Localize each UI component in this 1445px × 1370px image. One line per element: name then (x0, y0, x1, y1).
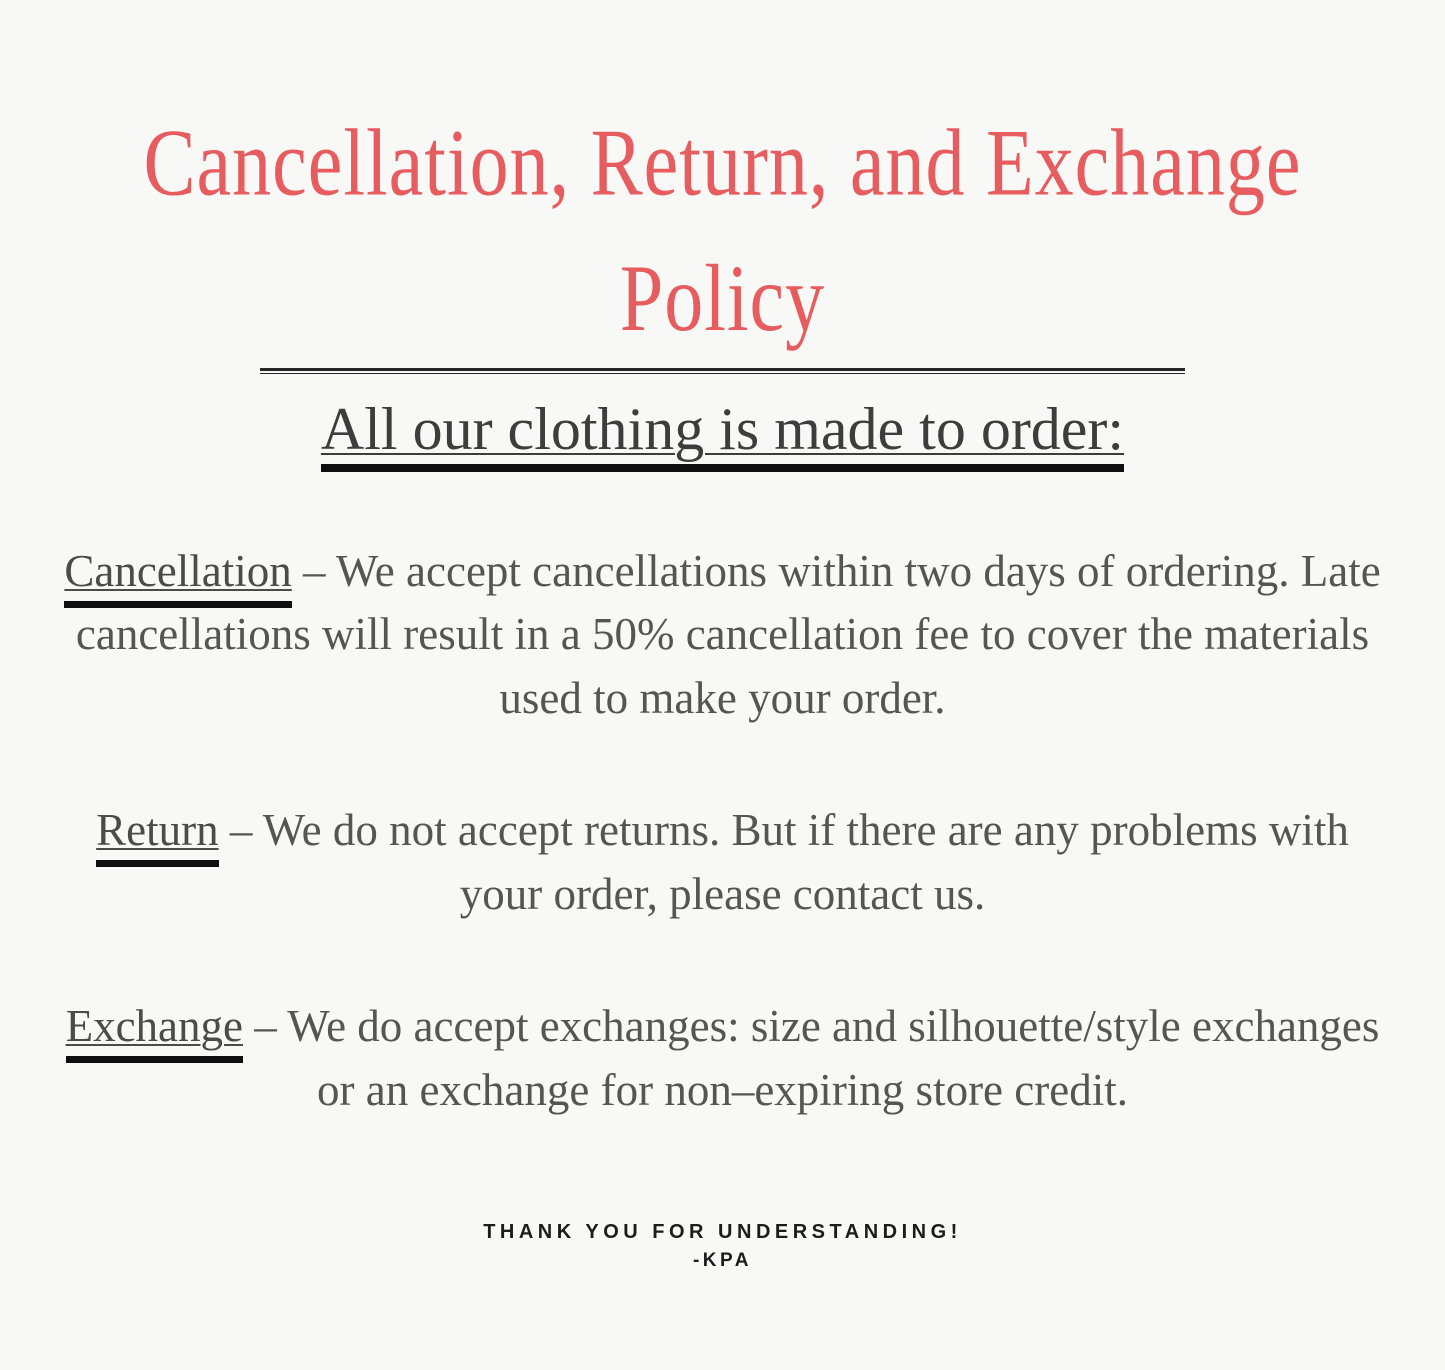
return-text: – We do not accept returns. But if there are any problems with your order, please contact us. (218, 805, 1349, 920)
return-paragraph (55, 799, 1390, 927)
title-divider (260, 368, 1185, 374)
page-title-line-2: Policy (619, 244, 826, 351)
cancellation-term: Cancellation (64, 546, 291, 608)
page-title (93, 96, 1353, 366)
subtitle-text: All our clothing is made to order: (321, 396, 1124, 472)
cancellation-paragraph (55, 540, 1390, 732)
footer-thanks-text: THANK YOU FOR UNDERSTANDING! (483, 1220, 962, 1243)
footer (0, 1221, 1445, 1272)
exchange-text: – We do accept exchanges: size and silhouette/style exchanges or an exchange for non–expiring store credit. (243, 1000, 1380, 1115)
exchange-term: Exchange (66, 1001, 243, 1063)
page-title-line-1: Cancellation, Return, and Exchange (143, 109, 1302, 216)
exchange-paragraph (55, 995, 1390, 1123)
footer-signature: -KPA (692, 1249, 753, 1271)
cancellation-text: – We accept cancellations within two days of ordering. Late cancellations will result in a 50% cancellation fee to cover the materials used to make your order. (75, 545, 1381, 724)
return-term: Return (96, 805, 218, 867)
subtitle-heading (0, 396, 1445, 462)
